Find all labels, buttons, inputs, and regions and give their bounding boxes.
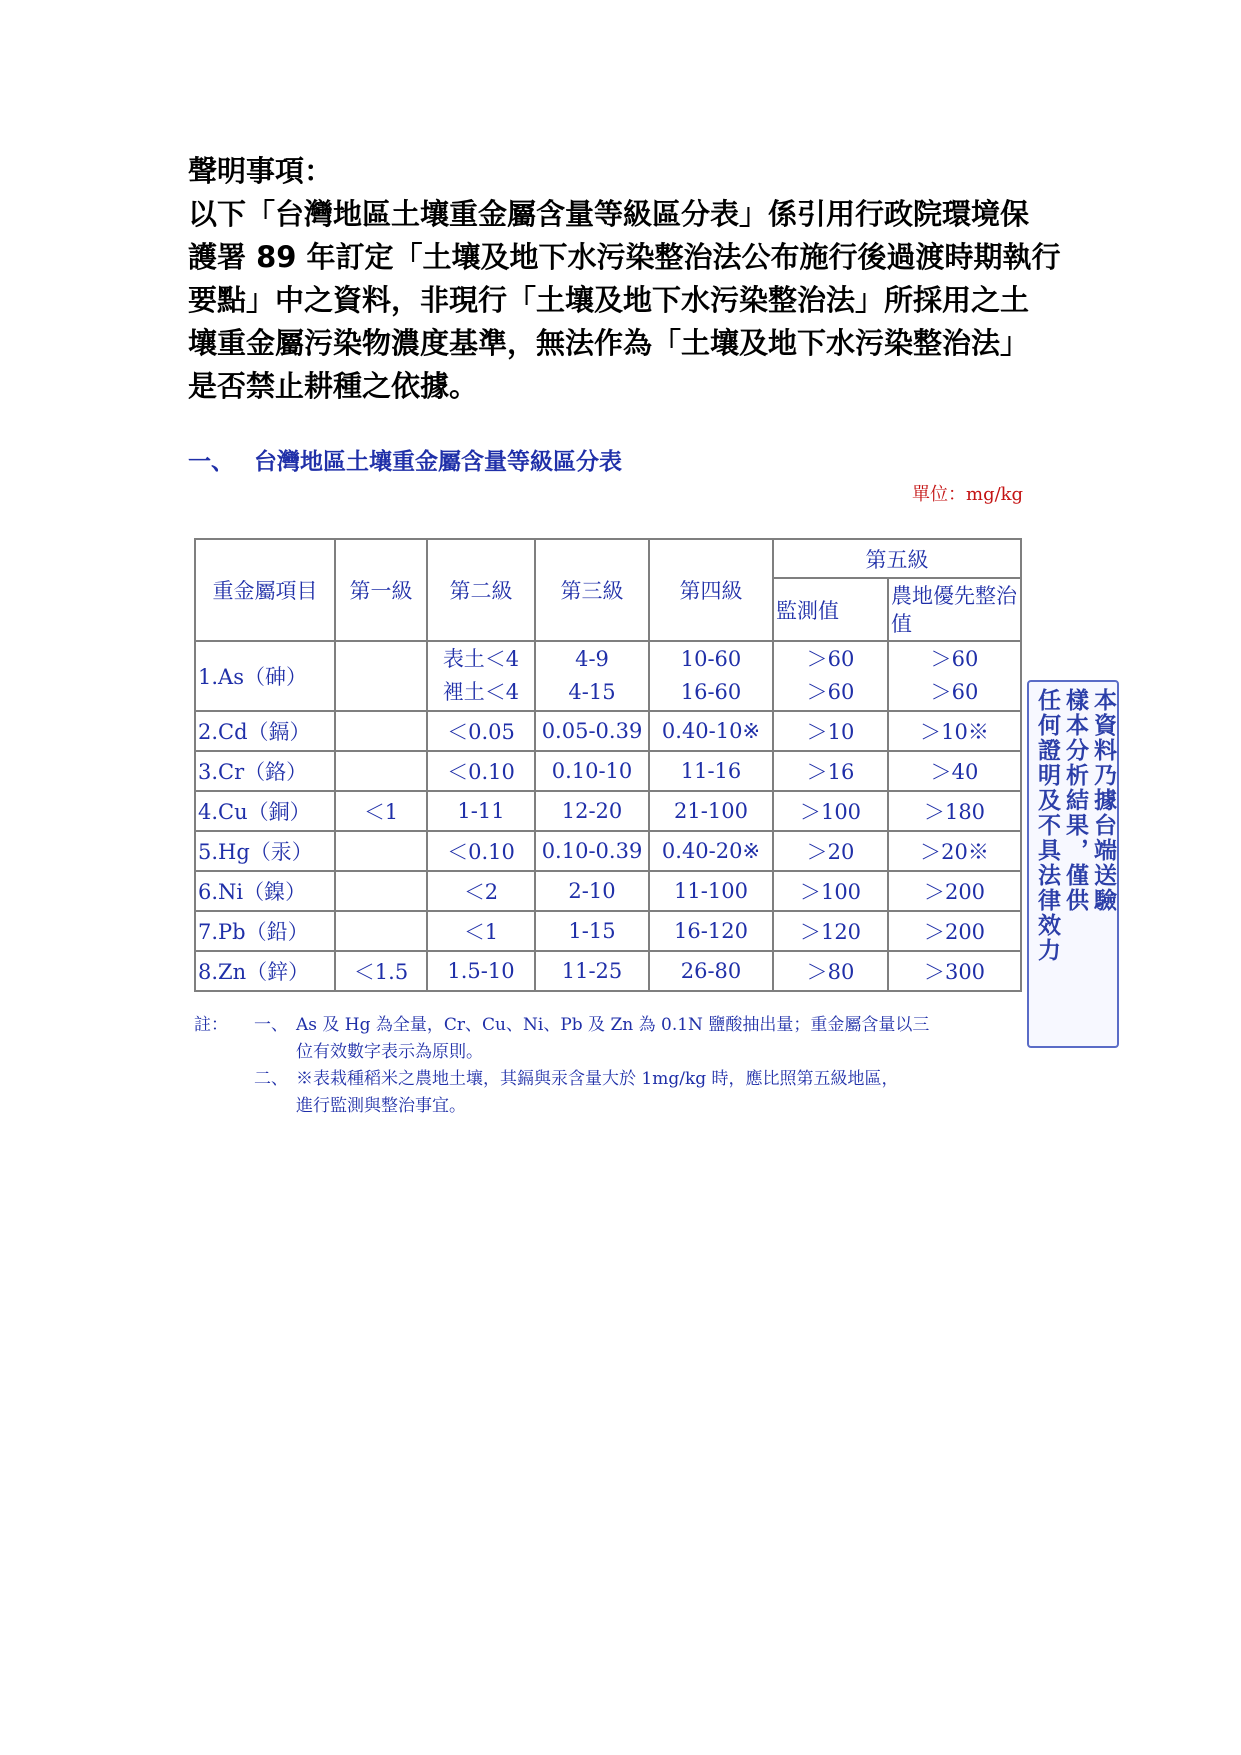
row-item: 4.Cu（銅） <box>195 791 335 831</box>
cell-grade-2: ＜0.10 <box>427 831 535 871</box>
row-item: 3.Cr（鉻） <box>195 751 335 791</box>
disclaimer-line: 要點」中之資料，非現行「土壤及地下水污染整治法」所採用之土 <box>188 283 1030 317</box>
cell-grade-3: 12-20 <box>535 791 649 831</box>
header-monitor-value: 監測值 <box>773 578 888 641</box>
cell-monitor: ＞100 <box>773 871 888 911</box>
cell-line: 表土＜4 <box>442 647 520 671</box>
cell-line: ＞60 <box>806 680 855 704</box>
notes-label: 註： <box>194 1015 228 1035</box>
cell-grade-4: 21-100 <box>649 791 773 831</box>
note-row <box>194 1012 1016 1039</box>
cell-grade-3: 2-10 <box>535 871 649 911</box>
stamp-column: 任何證明及不具法律效力 <box>1034 688 1061 963</box>
cell-line: ＞60 <box>806 647 855 671</box>
cell-line: 裡土＜4 <box>442 680 520 704</box>
row-item: 2.Cd（鎘） <box>195 711 335 751</box>
cell-grade-4: 26-80 <box>649 951 773 991</box>
header-item: 重金屬項目 <box>195 539 335 641</box>
cell-monitor: ＞120 <box>773 911 888 951</box>
cell-grade-3: 0.10-0.39 <box>535 831 649 871</box>
note-text: As 及 Hg 為全量，Cr、Cu、Ni、Pb 及 Zn 為 0.1N 鹽酸抽出量；重金屬含量以三 <box>296 1015 930 1035</box>
disclaimer-heading: 聲明事項： <box>188 154 334 188</box>
section-number: 一、 <box>188 449 234 475</box>
cell-grade-1 <box>335 711 427 751</box>
cell-grade-2: 1-11 <box>427 791 535 831</box>
cell-grade-2: 1.5-10 <box>427 951 535 991</box>
stamp-column: 樣本分析結果，僅供 <box>1062 688 1089 913</box>
row-item: 1.As（砷） <box>195 641 335 711</box>
disclaimer-block <box>188 150 1068 408</box>
cell-remediation: ＞40 <box>888 751 1021 791</box>
cell-grade-4: 0.40-10※ <box>649 711 773 751</box>
header-grade-2: 第二級 <box>427 539 535 641</box>
cell-grade-4: 0.40-20※ <box>649 831 773 871</box>
cell-line: 10-60 <box>680 647 742 671</box>
cell-line: ＞60 <box>930 647 979 671</box>
row-item: 5.Hg（汞） <box>195 831 335 871</box>
section-title-text: 台灣地區土壤重金屬含量等級區分表 <box>254 449 622 475</box>
header-grade-4: 第四級 <box>649 539 773 641</box>
cell-grade-4: 16-120 <box>649 911 773 951</box>
stamp-text <box>1033 688 1117 963</box>
section-title <box>188 443 622 476</box>
note-row <box>194 1066 1016 1093</box>
heavy-metal-grade-table <box>194 538 1022 992</box>
stamp-column: 本資料乃據台端送驗 <box>1090 688 1117 913</box>
cell-grade-1: ＜1 <box>335 791 427 831</box>
table-notes <box>194 1012 1016 1120</box>
cell-grade-1 <box>335 831 427 871</box>
cell-grade-4: 11-100 <box>649 871 773 911</box>
cell-line: 4-9 <box>575 647 609 671</box>
cell-grade-1 <box>335 751 427 791</box>
cell-monitor: ＞16 <box>773 751 888 791</box>
disclaimer-line: 以下「台灣地區土壤重金屬含量等級區分表」係引用行政院環境保 <box>188 197 1030 231</box>
cell-monitor: ＞20 <box>773 831 888 871</box>
cell-remediation: ＞10※ <box>888 711 1021 751</box>
cell-grade-2 <box>427 641 535 711</box>
cell-grade-3: 1-15 <box>535 911 649 951</box>
note-text-continued: 位有效數字表示為原則。 <box>296 1042 483 1062</box>
note-text-continued: 進行監測與整治事宜。 <box>296 1096 466 1116</box>
cell-grade-2: ＜0.10 <box>427 751 535 791</box>
cell-grade-3: 11-25 <box>535 951 649 991</box>
header-remediation-value: 農地優先整治值 <box>888 578 1021 641</box>
cell-line: 4-15 <box>568 680 616 704</box>
cell-grade-3: 0.10-10 <box>535 751 649 791</box>
disclaimer-line: 護署 89 年訂定「土壤及地下水污染整治法公布施行後過渡時期執行 <box>188 240 1061 274</box>
cell-grade-4 <box>649 641 773 711</box>
cell-remediation: ＞20※ <box>888 831 1021 871</box>
cell-grade-3: 0.05-0.39 <box>535 711 649 751</box>
cell-line: 16-60 <box>680 680 742 704</box>
disclaimer-line: 壤重金屬污染物濃度基準，無法作為「土壤及地下水污染整治法」 <box>188 326 1030 360</box>
header-grade-5: 第五級 <box>773 539 1021 578</box>
cell-line: ＞60 <box>930 680 979 704</box>
cell-grade-1 <box>335 641 427 711</box>
cell-grade-2: ＜1 <box>427 911 535 951</box>
cell-monitor <box>773 641 888 711</box>
cell-grade-1: ＜1.5 <box>335 951 427 991</box>
cell-grade-2: ＜2 <box>427 871 535 911</box>
header-grade-1: 第一級 <box>335 539 427 641</box>
row-item: 6.Ni（鎳） <box>195 871 335 911</box>
lab-disclaimer-stamp <box>1027 680 1119 1048</box>
row-item: 7.Pb（鉛） <box>195 911 335 951</box>
cell-grade-1 <box>335 871 427 911</box>
note-number: 一、 <box>254 1015 288 1035</box>
disclaimer-line: 是否禁止耕種之依據。 <box>188 369 479 403</box>
cell-remediation: ＞300 <box>888 951 1021 991</box>
cell-grade-4: 11-16 <box>649 751 773 791</box>
row-item: 8.Zn（鋅） <box>195 951 335 991</box>
cell-remediation: ＞180 <box>888 791 1021 831</box>
cell-monitor: ＞80 <box>773 951 888 991</box>
cell-remediation <box>888 641 1021 711</box>
cell-remediation: ＞200 <box>888 911 1021 951</box>
cell-monitor: ＞100 <box>773 791 888 831</box>
cell-monitor: ＞10 <box>773 711 888 751</box>
unit-label: 單位：mg/kg <box>912 484 1024 505</box>
note-number: 二、 <box>254 1069 288 1089</box>
cell-grade-1 <box>335 911 427 951</box>
cell-grade-2: ＜0.05 <box>427 711 535 751</box>
note-text: ※表栽種稻米之農地土壤，其鎘與汞含量大於 1mg/kg 時，應比照第五級地區， <box>296 1069 899 1089</box>
cell-remediation: ＞200 <box>888 871 1021 911</box>
cell-grade-3 <box>535 641 649 711</box>
header-grade-3: 第三級 <box>535 539 649 641</box>
